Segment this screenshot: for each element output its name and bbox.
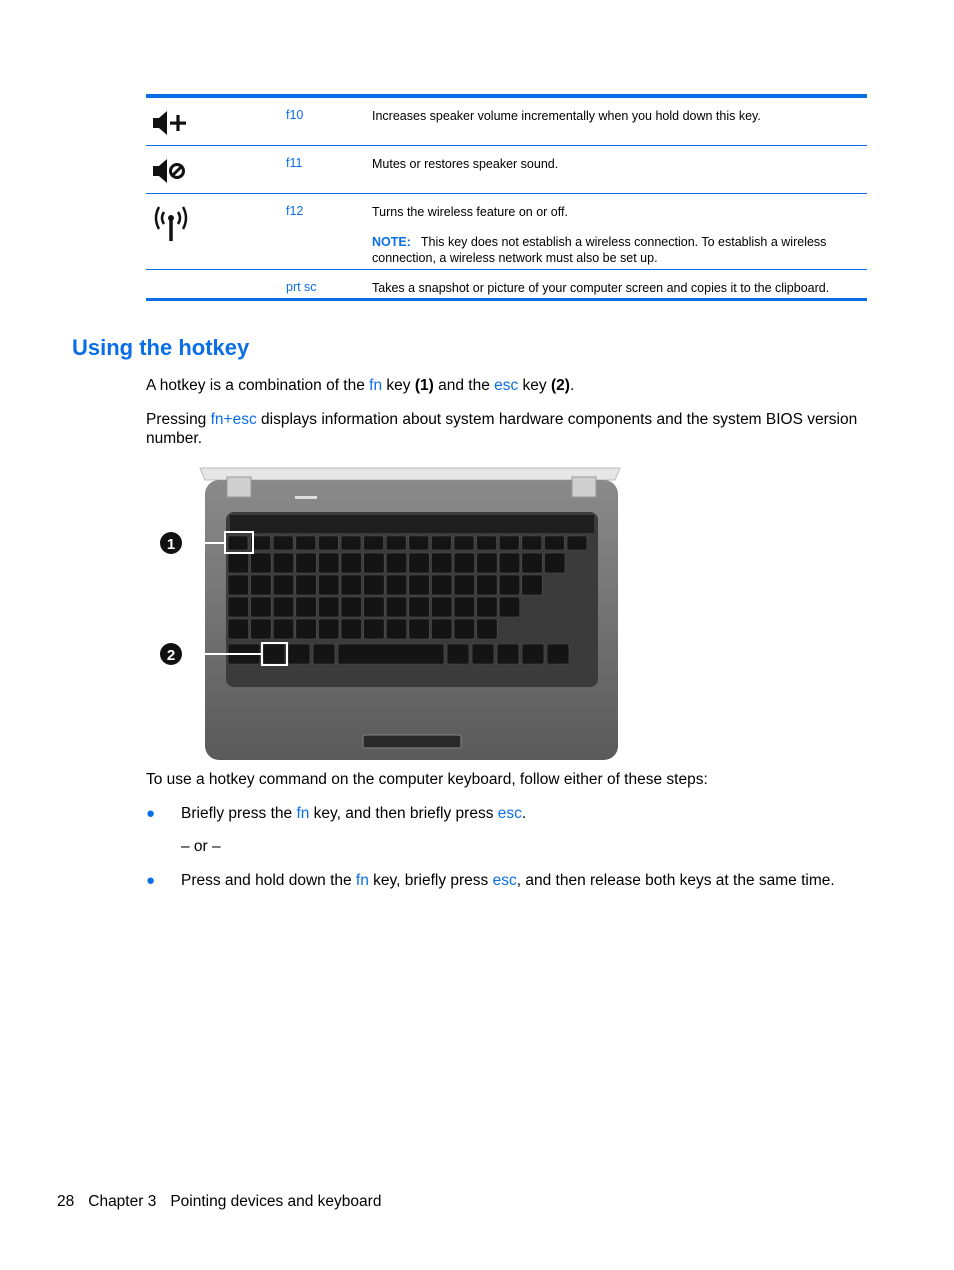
keyboard-key (386, 536, 406, 550)
keyboard-key (477, 619, 498, 639)
keyboard-key (364, 575, 385, 595)
keyboard-key (251, 597, 272, 617)
or-separator: – or – (181, 838, 221, 855)
key-description: Takes a snapshot or picture of your computer screen and copies it to the clipboard. (372, 281, 830, 295)
keyboard-key (288, 644, 310, 664)
keyboard-key (273, 553, 294, 573)
callout-1: 1 (166, 536, 176, 553)
keyboard-key (341, 597, 362, 617)
bullet-icon: ● (146, 805, 156, 822)
keyboard-key (386, 575, 407, 595)
page-number: 28 (57, 1193, 75, 1210)
keyboard-key (547, 644, 569, 664)
section-heading: Using the hotkey (72, 335, 250, 360)
keyboard-key (454, 553, 475, 573)
keyboard-key (431, 553, 452, 573)
keyboard-key (454, 597, 475, 617)
keyboard-key (522, 575, 543, 595)
keyboard-key (273, 619, 294, 639)
keyboard-key (296, 536, 316, 550)
keyboard-key (454, 575, 475, 595)
keyboard-key (409, 597, 430, 617)
chapter-label: Chapter 3 (88, 1193, 157, 1210)
keyboard-key (263, 644, 285, 664)
keyboard-key (499, 597, 520, 617)
keyboard-key (499, 553, 520, 573)
keyboard-key (409, 536, 429, 550)
table-row (146, 194, 867, 270)
note (372, 234, 862, 266)
keyboard-key (296, 553, 317, 573)
key-name: f10 (286, 108, 304, 122)
keyboard-illustration (150, 462, 630, 762)
keyboard-key (228, 575, 249, 595)
keyboard-key (318, 575, 339, 595)
keyboard-key (497, 644, 519, 664)
keyboard-key (341, 619, 362, 639)
keyboard-key (341, 536, 361, 550)
hotkey-table (146, 94, 867, 301)
key-name: f12 (286, 204, 304, 218)
keyboard-key (522, 553, 543, 573)
keyboard-key (228, 553, 249, 573)
keyboard-key (364, 553, 385, 573)
keyboard-key (544, 553, 565, 573)
keyboard-key (386, 619, 407, 639)
keyboard-key (409, 553, 430, 573)
keyboard-key (251, 575, 272, 595)
table-row (146, 98, 867, 146)
keyboard-key (318, 536, 338, 550)
fn-key-ref: fn (369, 377, 383, 394)
table-row (146, 270, 867, 298)
page-footer (57, 1193, 395, 1211)
keyboard-key (477, 536, 497, 550)
keyboard-key (251, 553, 272, 573)
key-description: Increases speaker volume incrementally when you hold down this key. (372, 109, 761, 123)
key-description: Mutes or restores speaker sound. (372, 157, 559, 171)
keyboard-key (409, 619, 430, 639)
paragraph-hotkey-definition: A hotkey is a combination of the fn key (1) and the esc key (2). (146, 377, 575, 394)
keyboard-key (296, 597, 317, 617)
keyboard-key (296, 575, 317, 595)
keyboard-key (364, 619, 385, 639)
note-label: NOTE: (372, 235, 411, 249)
keyboard-key (386, 597, 407, 617)
volume-up-icon (150, 108, 194, 148)
keyboard-key (341, 575, 362, 595)
keyboard-key (454, 619, 475, 639)
keyboard-key (318, 553, 339, 573)
paragraph-fn-esc: Pressing fn+esc displays information about system hardware components and the system BIOS version number. (146, 411, 858, 447)
note-text: This key does not establish a wireless connection. To establish a wireless connection, a wireless network must also be set up. (372, 235, 827, 265)
keyboard-key (472, 644, 494, 664)
key-description: Turns the wireless feature on or off. NOTE: This key does not establish a wireless connection. To establish a wireless connection, a wireless network must also be set up. (372, 204, 862, 266)
fn-esc-ref: fn+esc (210, 411, 257, 428)
keyboard-key (228, 597, 249, 617)
key-name: f11 (286, 156, 303, 170)
keyboard-key (409, 575, 430, 595)
keyboard-key (273, 575, 294, 595)
keyboard-key (477, 597, 498, 617)
esc-key-ref: esc (494, 377, 519, 394)
keyboard-key (447, 644, 469, 664)
keyboard-key (477, 553, 498, 573)
keyboard-key (454, 536, 474, 550)
table-bottom-rule (146, 298, 867, 301)
paragraph-steps-intro: To use a hotkey command on the computer keyboard, follow either of these steps: (146, 771, 708, 788)
keyboard-key (431, 597, 452, 617)
callout-2: 2 (166, 647, 176, 664)
keyboard-key (364, 597, 385, 617)
keyboard-key (273, 536, 293, 550)
chapter-title: Pointing devices and keyboard (170, 1193, 382, 1210)
keyboard-key (338, 644, 444, 664)
keyboard-key (228, 536, 248, 550)
bullet-icon: ● (146, 872, 156, 889)
keyboard-key (567, 536, 587, 550)
table-row (146, 146, 867, 194)
keyboard-key (364, 536, 384, 550)
keyboard-key (522, 536, 542, 550)
keyboard-key (341, 553, 362, 573)
keyboard-key (318, 597, 339, 617)
keyboard-key (499, 575, 520, 595)
keyboard-key (544, 536, 564, 550)
volume-mute-icon (150, 156, 194, 196)
wireless-icon (150, 204, 194, 244)
keyboard-key (431, 575, 452, 595)
keyboard-key (228, 619, 249, 639)
keyboard-key (251, 619, 272, 639)
keyboard-key (313, 644, 335, 664)
keyboard-key (431, 619, 452, 639)
keyboard-key (386, 553, 407, 573)
key-name: prt sc (286, 280, 317, 294)
keyboard-key (477, 575, 498, 595)
keyboard-key (296, 619, 317, 639)
keyboard-key (273, 597, 294, 617)
keyboard-key (522, 644, 544, 664)
keyboard-key (431, 536, 451, 550)
keyboard-key (318, 619, 339, 639)
keyboard-key (499, 536, 519, 550)
